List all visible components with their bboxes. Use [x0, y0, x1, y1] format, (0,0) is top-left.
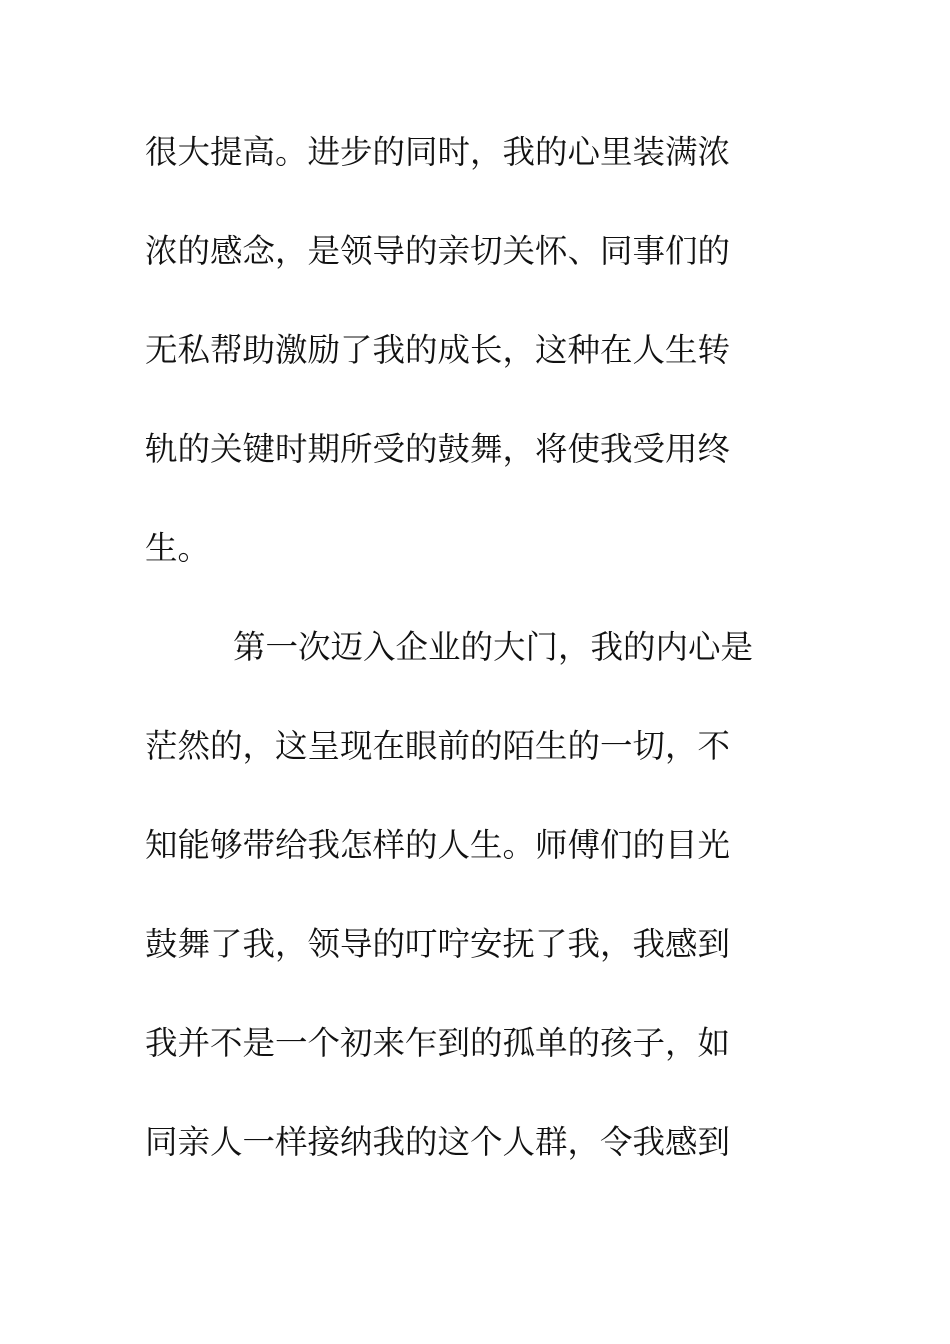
text-line: 很大提高。进步的同时，我的心里装满浓	[145, 133, 731, 171]
text-line: 我并不是一个初来乍到的孤单的孩子，如	[145, 1024, 731, 1062]
text-line: 同亲人一样接纳我的这个人群，令我感到	[145, 1123, 731, 1161]
text-line: 生。	[145, 529, 211, 567]
body-text	[145, 128, 805, 1217]
paragraph	[145, 128, 805, 623]
text-line: 知能够带给我怎样的人生。师傅们的目光	[145, 826, 731, 864]
text-line: 第一次迈入企业的大门，我的内心是	[233, 628, 754, 666]
text-line: 轨的关键时期所受的鼓舞，将使我受用终	[145, 430, 731, 468]
text-line: 鼓舞了我，领导的叮咛安抚了我，我感到	[145, 925, 731, 963]
text-line: 浓的感念，是领导的亲切关怀、同事们的	[145, 232, 731, 270]
paragraph	[145, 623, 805, 1217]
text-line: 茫然的，这呈现在眼前的陌生的一切，不	[145, 727, 731, 765]
text-line: 无私帮助激励了我的成长，这种在人生转	[145, 331, 731, 369]
